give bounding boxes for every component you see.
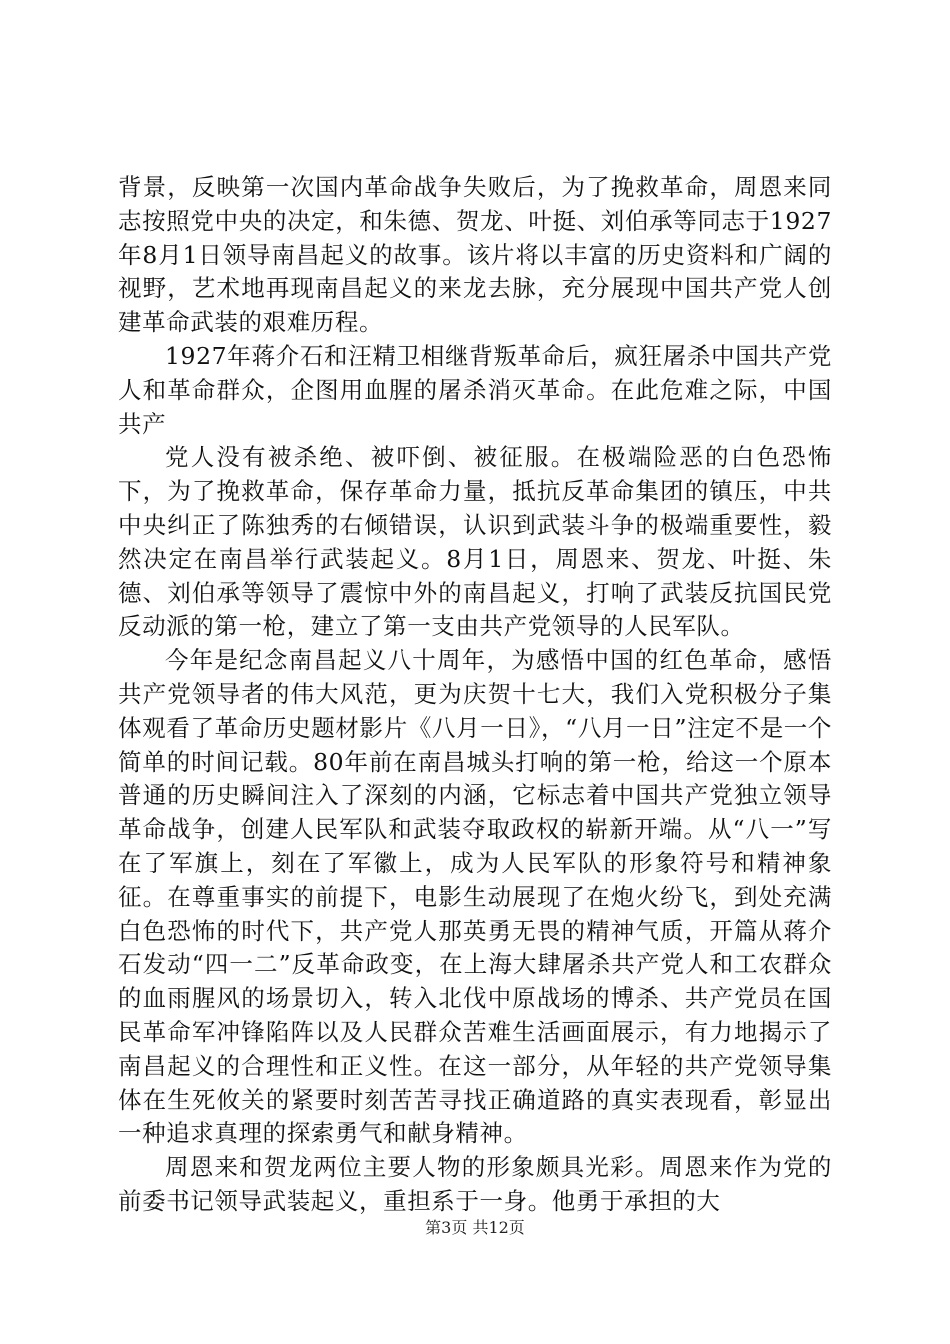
paragraph: 背景，反映第一次国内革命战争失败后，为了挽救革命，周恩来同志按照党中央的决定，和朱德、贺龙、叶挺、刘伯承等同志于1927年8月1日领导南昌起义的故事。该片将以丰富的历史资料和广阔的视野，艺术地再现南昌起义的来龙去脉，充分展现中国共产党人创建革命武装的艰难历程。 <box>118 173 832 337</box>
paragraph: 今年是纪念南昌起义八十周年，为感悟中国的红色革命，感悟共产党领导者的伟大风范，更为庆贺十七大，我们入党积极分子集体观看了革命历史题材影片《八月一日》，“八月一日”注定不是一个简单的时间记载。80年前在南昌城头打响的第一枪，给这一个原本普通的历史瞬间注入了深刻的内涵，它标志着中国共产党独立领导革命战争，创建人民军队和武装夺取政权的崭新开端。从“八一”写在了军旗上，刻在了军徽上，成为人民军队的形象符号和精神象征。在尊重事实的前提下，电影生动展现了在炮火纷飞，到处充满白色恐怖的时代下，共产党人那英勇无畏的精神气质，开篇从蒋介石发动“四一二”反革命政变，在上海大肆屠杀共产党人和工农群众的血雨腥风的场景切入，转入北伐中原战场的博杀、共产党员在国民革命军冲锋陷阵以及人民群众苦难生活画面展示，有力地揭示了南昌起义的合理性和正义性。在这一部分，从年轻的共产党领导集体在生死攸关的紧要时刻苦苦寻找正确道路的真实表现看，彰显出一种追求真理的探索勇气和献身精神。 <box>118 646 832 1148</box>
paragraph: 党人没有被杀绝、被吓倒、被征服。在极端险恶的白色恐怖下，为了挽救革命，保存革命力量，抵抗反革命集团的镇压，中共中央纠正了陈独秀的右倾错误，认识到武装斗争的极端重要性，毅然决定在南昌举行武装起义。8月1日，周恩来、贺龙、叶挺、朱德、刘伯承等领导了震惊中外的南昌起义，打响了武装反抗国民党反动派的第一枪，建立了第一支由共产党领导的人民军队。 <box>118 443 832 641</box>
paragraph: 1927年蒋介石和汪精卫相继背叛革命后，疯狂屠杀中国共产党人和革命群众，企图用血腥的屠杀消灭革命。在此危难之际，中国共产 <box>118 341 832 438</box>
paragraph: 周恩来和贺龙两位主要人物的形象颇具光彩。周恩来作为党的前委书记领导武装起义，重担系于一身。他勇于承担的大 <box>118 1153 832 1215</box>
document-body <box>118 171 832 1219</box>
page-footer: 第3页 共12页 <box>425 1218 525 1237</box>
